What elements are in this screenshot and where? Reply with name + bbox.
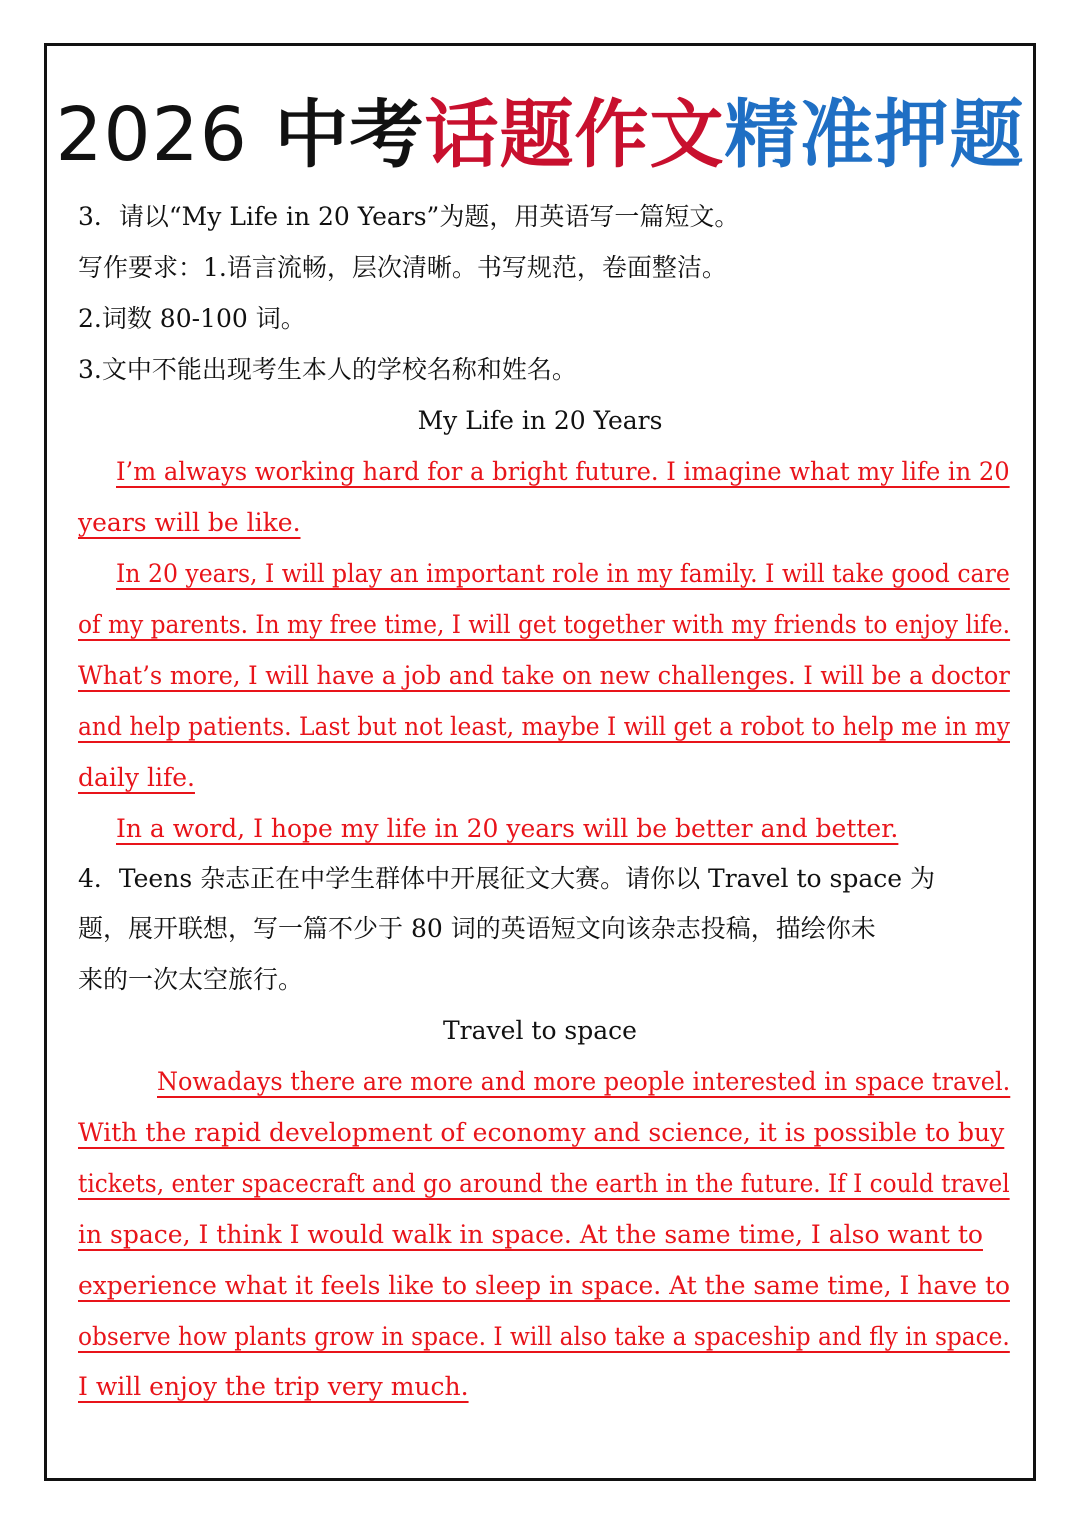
q3-essay-line: In a word, I hope my life in 20 years will be better and better. — [116, 814, 899, 843]
q4-essay-line: experience what it feels like to sleep in space. At the same time, I have to — [78, 1271, 1010, 1300]
q3-essay-title: My Life in 20 Years — [417, 406, 663, 435]
page-title — [0, 90, 1080, 180]
title-black: 中考 — [274, 92, 425, 178]
q4-essay-title: Travel to space — [443, 1016, 637, 1045]
q3-essay-line: of my parents. In my free time, I will get together with my friends to enjoy life. — [78, 610, 1011, 639]
q3-requirement-1: 写作要求：1.语言流畅，层次清晰。书写规范，卷面整洁。 — [78, 253, 727, 282]
q4-essay-line: in space, I think I would walk in space. At the same time, I also want to — [78, 1220, 983, 1249]
q4-essay-line: With the rapid development of economy and science, it is possible to buy — [78, 1118, 1005, 1147]
q3-essay-line: What’s more, I will have a job and take on new challenges. I will be a doctor — [78, 661, 1010, 690]
q3-essay-line: daily life. — [78, 763, 195, 792]
q4-essay-line: observe how plants grow in space. I will also take a spaceship and fly in space. — [78, 1322, 1010, 1351]
q4-prompt-line: 4．Teens 杂志正在中学生群体中开展征文大赛。请你以 Travel to space 为 — [78, 864, 935, 893]
q4-essay-line: tickets, enter spacecraft and go around the earth in the future. If I could travel — [78, 1169, 1010, 1198]
q3-prompt: 3．请以“My Life in 20 Years”为题，用英语写一篇短文。 — [78, 202, 740, 231]
q3-requirement-3: 3.文中不能出现考生本人的学校名称和姓名。 — [78, 355, 577, 384]
q4-essay-line: Nowadays there are more and more people interested in space travel. — [157, 1067, 1011, 1096]
q3-requirement-2: 2.词数 80-100 词。 — [78, 304, 306, 333]
q3-essay-line: I’m always working hard for a bright future. I imagine what my life in 20 — [116, 457, 1010, 486]
title-blue: 精准押题 — [724, 92, 1025, 178]
q4-prompt-line: 题，展开联想，写一篇不少于 80 词的英语短文向该杂志投稿，描绘你未 — [78, 914, 876, 943]
q3-essay-line: In 20 years, I will play an important role in my family. I will take good care — [116, 559, 1010, 588]
title-red: 话题作文 — [424, 92, 725, 178]
q4-prompt-line: 来的一次太空旅行。 — [78, 965, 304, 994]
q4-essay-line: I will enjoy the trip very much. — [78, 1372, 469, 1401]
title-year: 2026 — [55, 92, 248, 178]
q3-essay-line: years will be like. — [78, 508, 301, 537]
q3-essay-line: and help patients. Last but not least, maybe I will get a robot to help me in my — [78, 712, 1010, 741]
